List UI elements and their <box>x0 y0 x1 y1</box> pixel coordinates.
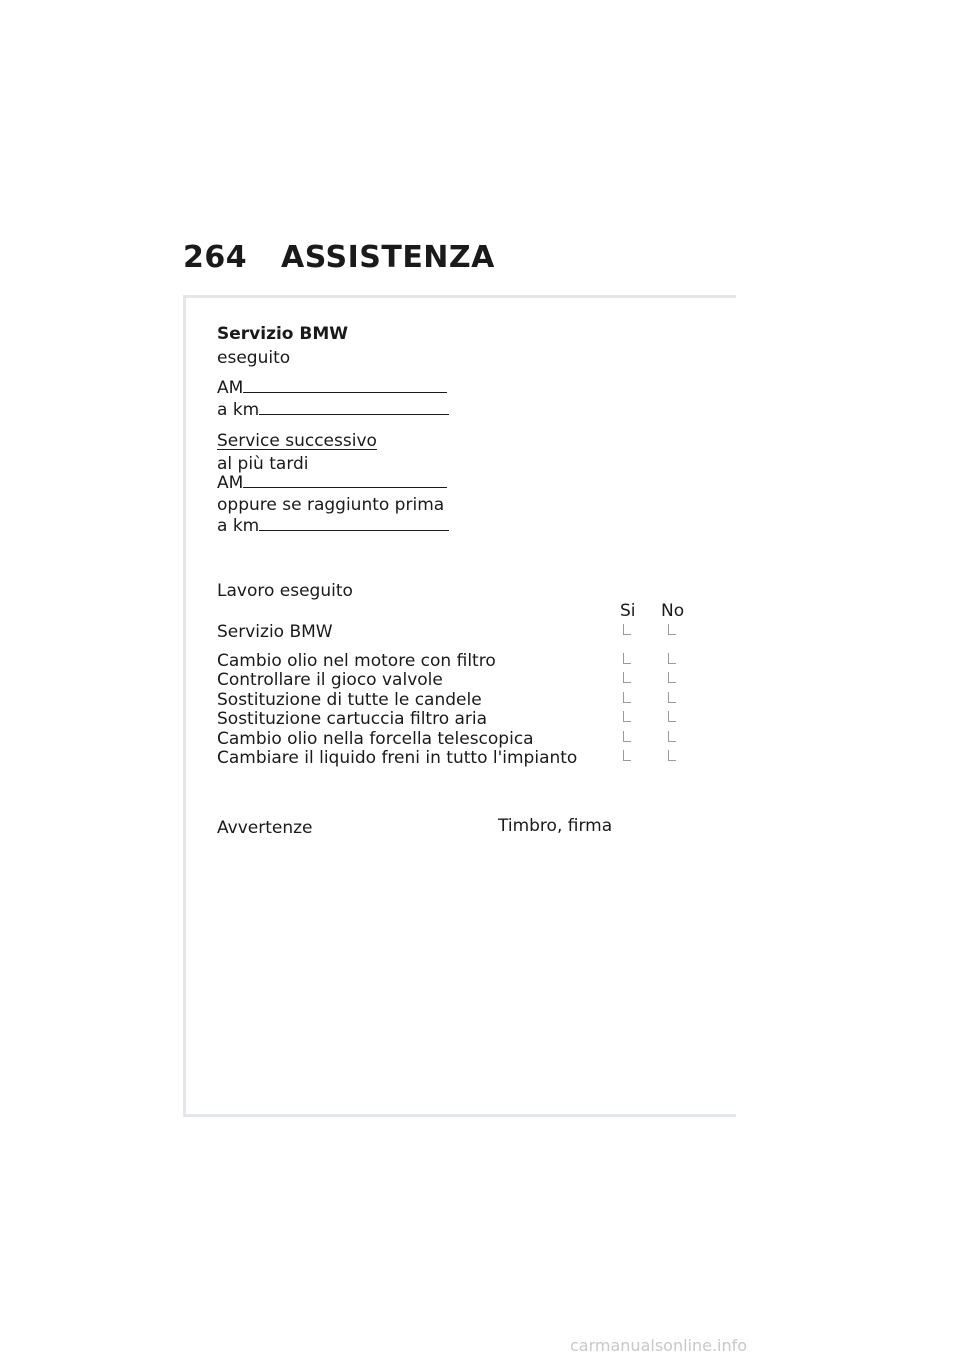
yes-column-label: Si <box>620 601 636 621</box>
no-column-label: No <box>661 601 685 621</box>
next-km-field <box>217 516 449 536</box>
work-item: Sostituzione cartuccia filtro aria <box>217 709 488 729</box>
work-item: Servizio BMW <box>217 622 333 642</box>
am-label: AM <box>217 378 244 398</box>
yes-checkbox[interactable] <box>623 672 631 683</box>
no-checkbox[interactable] <box>668 731 676 742</box>
section-title: ASSISTENZA <box>281 240 495 275</box>
next-km-line <box>259 516 449 531</box>
yes-checkbox[interactable] <box>623 731 631 742</box>
page-header <box>183 240 495 275</box>
stamp-label: Timbro, firma <box>498 816 613 836</box>
no-checkbox[interactable] <box>668 672 676 683</box>
yes-checkbox[interactable] <box>623 653 631 664</box>
km-label: a km <box>217 400 260 420</box>
next-km-label: a km <box>217 516 260 536</box>
notes-label: Avvertenze <box>217 818 313 838</box>
yes-checkbox[interactable] <box>623 750 631 761</box>
no-checkbox[interactable] <box>668 711 676 722</box>
no-checkbox[interactable] <box>668 653 676 664</box>
yes-checkbox[interactable] <box>623 711 631 722</box>
frame-left-rule <box>183 298 186 1116</box>
frame-bottom-rule <box>183 1114 736 1117</box>
page-number: 264 <box>183 240 248 275</box>
am-field <box>217 378 447 398</box>
work-heading: Lavoro eseguito <box>217 581 353 601</box>
latest-label: al più tardi <box>217 454 309 474</box>
service-heading: Servizio BMW <box>217 324 349 344</box>
next-am-line <box>243 473 447 488</box>
no-checkbox[interactable] <box>668 624 676 635</box>
watermark: carmanualsonline.info <box>570 1336 748 1355</box>
work-item: Controllare il gioco valvole <box>217 670 443 690</box>
no-checkbox[interactable] <box>668 692 676 703</box>
frame-top-rule <box>183 295 736 298</box>
or-label: oppure se raggiunto prima <box>217 495 445 515</box>
km-field <box>217 400 449 420</box>
no-checkbox[interactable] <box>668 750 676 761</box>
yes-checkbox[interactable] <box>623 624 631 635</box>
yes-checkbox[interactable] <box>623 692 631 703</box>
work-item: Cambiare il liquido freni in tutto l'impianto <box>217 748 578 768</box>
km-line <box>259 400 449 415</box>
next-service-label: Service successivo <box>217 431 377 451</box>
next-am-label: AM <box>217 473 244 493</box>
work-item: Cambio olio nella forcella telescopica <box>217 729 534 749</box>
service-status: eseguito <box>217 348 291 368</box>
am-line <box>243 378 447 393</box>
work-item: Sostituzione di tutte le candele <box>217 690 482 710</box>
work-item: Cambio olio nel motore con filtro <box>217 651 496 671</box>
next-am-field <box>217 473 447 493</box>
